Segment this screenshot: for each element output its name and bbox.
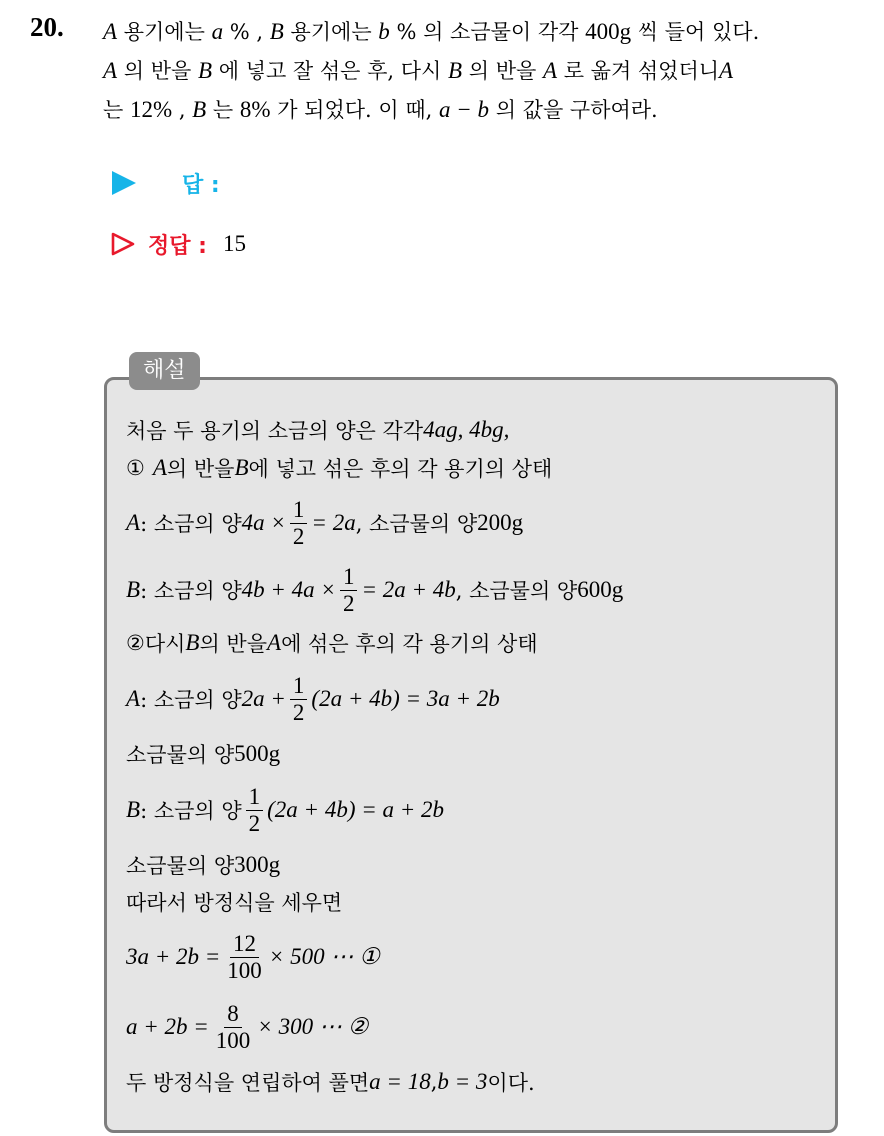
- math: (2a + 4b) = 3a + 2b: [311, 686, 500, 711]
- text: ,: [172, 98, 193, 122]
- question-line-2: [103, 51, 863, 90]
- text: 의 반을: [117, 59, 198, 83]
- text: 로 옮겨 섞었더니: [557, 59, 720, 83]
- math: = 2a + 4b: [361, 577, 456, 602]
- text: % 의 소금물이 각각: [389, 20, 586, 44]
- math: × 500 ⋯ ①: [268, 944, 380, 969]
- percent: 12%: [129, 97, 173, 122]
- math: 3a + 2b =: [126, 944, 221, 969]
- fraction: [340, 564, 358, 617]
- text: : 소금의 양: [140, 512, 242, 536]
- text: : 소금의 양: [140, 799, 242, 823]
- var-A: A: [126, 686, 141, 711]
- text: 처음 두 용기의 소금의 양은 각각: [126, 419, 424, 443]
- text: 가 되었다. 이 때,: [270, 98, 439, 122]
- denominator: 2: [342, 590, 355, 616]
- text: 다시: [144, 632, 186, 656]
- explanation-line-2: [126, 450, 552, 486]
- fraction: [246, 784, 264, 837]
- denominator: 2: [292, 523, 305, 549]
- math: 4b + 4a ×: [241, 577, 336, 602]
- text: 소금물의 양: [126, 743, 235, 767]
- explanation-line-5: [126, 625, 538, 661]
- text: 에 넣고 섞은 후의 각 용기의 상태: [248, 457, 553, 481]
- var-B: B: [126, 577, 141, 602]
- explanation-tag: 해설: [129, 352, 200, 390]
- numerator: 1: [290, 673, 308, 700]
- text: 의 반을: [199, 632, 268, 656]
- solution-label: 정답 :: [148, 233, 207, 259]
- var-A: A: [719, 58, 734, 83]
- text: 이다.: [487, 1071, 535, 1095]
- var-b: b: [378, 19, 390, 44]
- fraction: [224, 931, 265, 984]
- var-B: B: [192, 97, 207, 122]
- math: 2a +: [241, 686, 286, 711]
- solution-row: [110, 228, 246, 260]
- math: × 300 ⋯ ②: [257, 1014, 369, 1039]
- var-a: a: [211, 19, 224, 44]
- text: 소금물의 양: [126, 854, 235, 878]
- denominator: 100: [215, 1027, 251, 1053]
- question-number: 20.: [30, 12, 64, 42]
- text: 용기에는: [117, 20, 212, 44]
- math: a + 2b =: [126, 1014, 209, 1039]
- denominator: 2: [292, 699, 305, 725]
- explanation-line-1: [126, 412, 509, 448]
- amount: 400g: [585, 19, 632, 44]
- explanation-line-13: [126, 1064, 535, 1100]
- numerator: 8: [224, 1001, 242, 1028]
- explanation-line-11: [126, 930, 380, 983]
- percent: 8%: [239, 97, 271, 122]
- text: % ,: [223, 20, 270, 44]
- text: ,: [430, 1070, 438, 1094]
- text: 용기에는: [283, 20, 379, 44]
- answer-label: 답 :: [182, 172, 220, 198]
- numerator: 1: [340, 564, 358, 591]
- var-A: A: [267, 630, 282, 655]
- var-B: B: [234, 455, 249, 480]
- explanation-line-9: [126, 847, 280, 883]
- answer-row: [110, 168, 220, 198]
- text: : 소금의 양: [140, 579, 242, 603]
- math: b = 3: [437, 1069, 488, 1094]
- var-A: A: [542, 58, 558, 83]
- text: 에 넣고 잘 섞은 후, 다시: [212, 59, 448, 83]
- var-A: A: [103, 58, 118, 83]
- text: 의 반을: [462, 59, 543, 83]
- text: 에 섞은 후의 각 용기의 상태: [281, 632, 538, 656]
- explanation-line-8: [126, 783, 445, 836]
- solution-value: 15: [222, 231, 246, 256]
- question-line-3: [103, 90, 863, 129]
- fraction: [213, 1001, 254, 1054]
- math: = 2a: [311, 510, 356, 535]
- var-A: A: [126, 510, 141, 535]
- math: a = 18: [369, 1069, 431, 1094]
- var-B: B: [448, 58, 463, 83]
- text: 는: [206, 98, 240, 122]
- amount: 300g: [234, 852, 281, 877]
- var-B: B: [126, 797, 141, 822]
- circled-number: ②: [126, 631, 145, 655]
- var-B: B: [185, 630, 200, 655]
- explanation-line-4: [126, 563, 624, 616]
- question-line-1: [103, 12, 863, 51]
- text: , 소금물의 양: [455, 579, 578, 603]
- text: , 소금물의 양: [355, 512, 478, 536]
- amount: 600g: [577, 577, 624, 602]
- explanation-line-7: [126, 736, 280, 772]
- denominator: 100: [227, 957, 262, 983]
- math: 4a ×: [241, 510, 286, 535]
- question-text: [103, 12, 863, 129]
- math: (2a + 4b) = a + 2b: [267, 797, 445, 822]
- var-B: B: [269, 19, 284, 44]
- math: 4ag, 4bg,: [423, 417, 510, 442]
- var-A: A: [103, 19, 118, 44]
- amount: 500g: [234, 741, 281, 766]
- text: 두 방정식을 연립하여 풀면: [126, 1071, 370, 1095]
- var-B: B: [197, 58, 213, 83]
- var-A: A: [152, 455, 167, 480]
- text: 는: [103, 98, 130, 122]
- play-triangle-icon: [112, 171, 136, 195]
- fraction: [290, 673, 308, 726]
- text: 의 값을 구하여라.: [489, 98, 658, 122]
- expression: a − b: [439, 97, 490, 122]
- text: 의 반을: [166, 457, 235, 481]
- triangle-outline-icon: [110, 231, 136, 257]
- explanation-line-3: [126, 496, 524, 549]
- explanation-line-12: [126, 1000, 369, 1053]
- numerator: 1: [290, 497, 308, 524]
- text: : 소금의 양: [140, 688, 242, 712]
- text: 따라서 방정식을 세우면: [126, 891, 343, 915]
- numerator: 12: [230, 931, 259, 958]
- numerator: 1: [246, 784, 264, 811]
- amount: 200g: [477, 510, 524, 535]
- circled-number: ①: [126, 456, 145, 480]
- denominator: 2: [248, 810, 261, 836]
- text: 씩 들어 있다.: [631, 20, 760, 44]
- fraction: [290, 497, 308, 550]
- explanation-line-10: [126, 884, 342, 920]
- explanation-line-6: [126, 672, 500, 725]
